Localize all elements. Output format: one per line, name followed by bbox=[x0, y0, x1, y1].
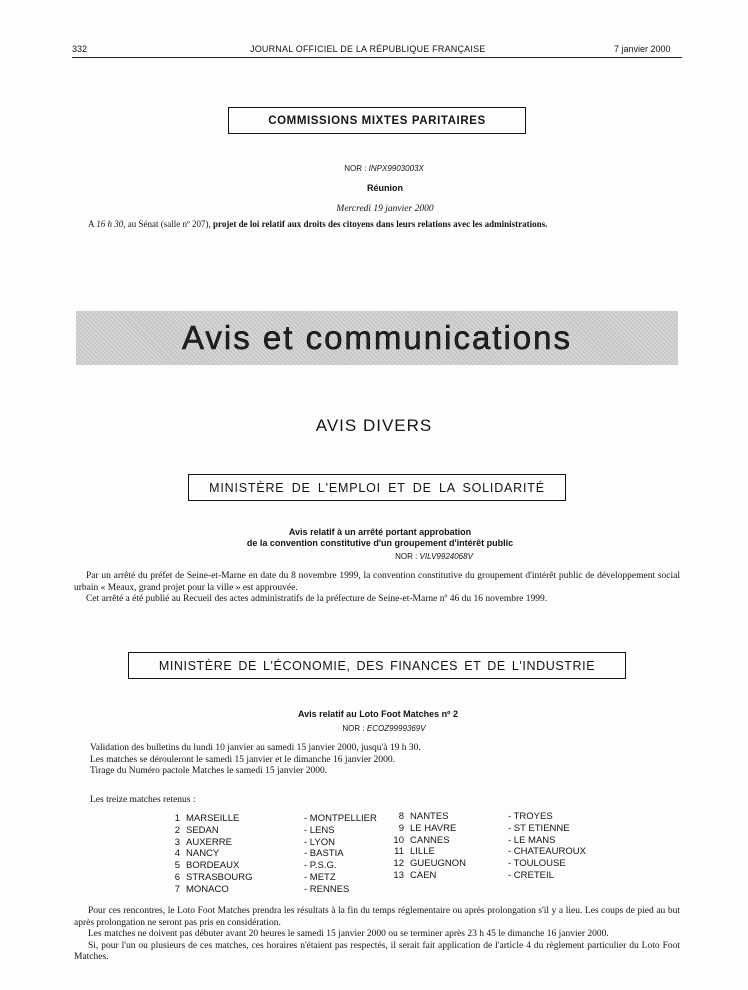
match-number: 4 bbox=[174, 848, 180, 860]
emploi-heading-line1: Avis relatif à un arrêté portant approbation bbox=[288, 527, 472, 537]
match-away-team: - P.S.G. bbox=[304, 860, 337, 872]
match-number: 1 bbox=[174, 813, 180, 824]
avis-divers-title: AVIS DIVERS bbox=[315, 416, 433, 435]
match-number: 2 bbox=[174, 824, 180, 836]
issue-date: 7 janvier 2000 bbox=[614, 44, 671, 54]
match-home-team: CANNES bbox=[410, 834, 450, 846]
match-number: 13 bbox=[393, 869, 404, 881]
economie-title-box bbox=[128, 652, 626, 679]
cmp-title-box bbox=[228, 107, 526, 134]
matches-table-right bbox=[392, 811, 598, 882]
economie-para3: Si, pour l'un ou plusieurs de ces matches, ces horaires n'étaient pas respectés, il serait fait application de l'article 4 du règlement particulier du Loto Foot Matches. bbox=[74, 940, 680, 962]
emploi-para1: Par un arrêté du préfet de Seine-et-Marne en date du 8 novembre 1999, la convention constitutive du groupement d'intérêt public de développement social urbain « Meaux, grand projet pour la ville » est approuvée. bbox=[74, 571, 680, 593]
match-home-team: LILLE bbox=[410, 846, 435, 858]
match-away-team: - RENNES bbox=[304, 883, 350, 895]
match-home-team: GUEUGNON bbox=[410, 858, 466, 870]
match-row bbox=[392, 846, 598, 858]
economie-line2: Les matches se dérouleront le samedi 15 janvier et le dimanche 16 janvier 2000. bbox=[90, 754, 395, 765]
match-number: 10 bbox=[393, 834, 404, 846]
match-away-team: - TOULOUSE bbox=[508, 858, 566, 870]
match-away-team: - CHATEAUROUX bbox=[508, 846, 586, 858]
match-away-team: - METZ bbox=[304, 871, 336, 883]
match-away-team: - BASTIA bbox=[304, 848, 344, 860]
page-number: 332 bbox=[72, 44, 88, 54]
nor-label: NOR : bbox=[342, 724, 365, 733]
emploi-body bbox=[74, 571, 680, 606]
match-row bbox=[172, 813, 394, 825]
match-away-team: - MONTPELLIER bbox=[304, 813, 377, 824]
match-row bbox=[392, 835, 598, 847]
match-row bbox=[392, 823, 598, 835]
match-number: 11 bbox=[394, 846, 404, 858]
emploi-nor bbox=[0, 552, 748, 561]
match-row bbox=[172, 860, 394, 872]
cmp-text bbox=[88, 219, 688, 229]
match-row bbox=[172, 848, 394, 860]
cmp-nor bbox=[0, 164, 748, 173]
match-number: 12 bbox=[393, 858, 404, 870]
header-rule bbox=[72, 57, 682, 58]
match-away-team: - ST ETIENNE bbox=[508, 822, 570, 834]
cmp-title: COMMISSIONS MIXTES PARITAIRES bbox=[268, 114, 486, 127]
emploi-title: MINISTÈRE DE L'EMPLOI ET DE LA SOLIDARITÉ bbox=[209, 480, 545, 495]
nor-label: NOR : bbox=[344, 164, 367, 173]
match-home-team: MARSEILLE bbox=[186, 813, 240, 824]
nor-code: VILV9924068V bbox=[419, 552, 473, 561]
cmp-heading: Réunion bbox=[367, 183, 403, 193]
economie-para1: Pour ces rencontres, le Loto Foot Matches prendra les résultats à la fin du temps réglementaire ou après prolongation s'il y a lieu. Les coups de pied au but après prolongation ne seront pas pris en considération. bbox=[74, 906, 680, 928]
economie-footer bbox=[74, 906, 680, 964]
emploi-heading-line2: de la convention constitutive d'un groupement d'intérêt public bbox=[246, 538, 514, 548]
match-home-team: NANCY bbox=[186, 848, 220, 860]
match-number: 9 bbox=[398, 822, 404, 834]
cmp-date: Mercredi 19 janvier 2000 bbox=[336, 204, 434, 214]
emploi-title-box bbox=[188, 474, 566, 501]
match-home-team: LE HAVRE bbox=[410, 822, 457, 834]
cmp-text-time: 16 h 30, bbox=[96, 219, 126, 229]
match-number: 7 bbox=[174, 883, 180, 895]
match-home-team: MONACO bbox=[186, 883, 229, 895]
match-home-team: NANTES bbox=[410, 811, 449, 822]
match-away-team: - TROYES bbox=[508, 811, 553, 822]
economie-para2: Les matches ne doivent pas débuter avant 20 heures le samedi 15 janvier 2000 ou se terminer après 23 h 45 le dimanche 16 janvier 2000. bbox=[88, 929, 609, 939]
economie-info bbox=[90, 743, 650, 778]
economie-nor bbox=[0, 724, 748, 733]
matches-table-left bbox=[172, 813, 394, 896]
cmp-text-prefix: A bbox=[88, 219, 95, 229]
banner-title: Avis et communications bbox=[181, 319, 573, 356]
nor-code: ECOZ9999369V bbox=[366, 724, 426, 733]
nor-label: NOR : bbox=[395, 552, 418, 561]
cmp-text-bold: projet de loi relatif aux droits des citoyens dans leurs relations avec les administrations. bbox=[213, 219, 548, 229]
match-row bbox=[172, 872, 394, 884]
match-row bbox=[392, 811, 598, 823]
match-row bbox=[172, 837, 394, 849]
emploi-heading bbox=[0, 527, 748, 549]
emploi-para2: Cet arrêté a été publié au Recueil des actes administratifs de la préfecture de Seine-et-Marne nº 46 du 16 novembre 1999. bbox=[86, 594, 548, 604]
match-row bbox=[172, 884, 394, 896]
match-away-team: - LYON bbox=[304, 836, 335, 848]
nor-code: INPX9903003X bbox=[368, 164, 424, 173]
match-number: 8 bbox=[398, 811, 404, 822]
match-away-team: - CRETEIL bbox=[508, 869, 554, 881]
economie-heading: Avis relatif au Loto Foot Matches nº 2 bbox=[298, 709, 458, 719]
match-home-team: CAEN bbox=[410, 869, 437, 881]
economie-line3: Tirage du Numéro pactole Matches le samedi 15 janvier 2000. bbox=[90, 766, 328, 776]
match-number: 5 bbox=[174, 860, 180, 872]
economie-title: MINISTÈRE DE L'ÉCONOMIE, DES FINANCES ET DE L'INDUSTRIE bbox=[158, 658, 596, 673]
journal-title: JOURNAL OFFICIEL DE LA RÉPUBLIQUE FRANÇAISE bbox=[250, 44, 486, 54]
match-row bbox=[392, 870, 598, 882]
cmp-text-location: au Sénat (salle nº 207), bbox=[127, 219, 211, 229]
section-banner bbox=[76, 311, 678, 365]
match-away-team: - LE MANS bbox=[508, 834, 556, 846]
match-row bbox=[392, 858, 598, 870]
economie-line1: Validation des bulletins du lundi 10 janvier au samedi 15 janvier 2000, jusqu'à 19 h 30. bbox=[90, 743, 421, 753]
match-home-team: AUXERRE bbox=[186, 836, 232, 848]
match-home-team: BORDEAUX bbox=[186, 860, 240, 872]
matches-intro: Les treize matches retenus : bbox=[90, 795, 196, 805]
match-row bbox=[172, 825, 394, 837]
match-number: 6 bbox=[174, 871, 180, 883]
match-number: 3 bbox=[174, 836, 180, 848]
match-away-team: - LENS bbox=[304, 824, 335, 836]
match-home-team: SEDAN bbox=[186, 824, 219, 836]
match-home-team: STRASBOURG bbox=[186, 871, 253, 883]
